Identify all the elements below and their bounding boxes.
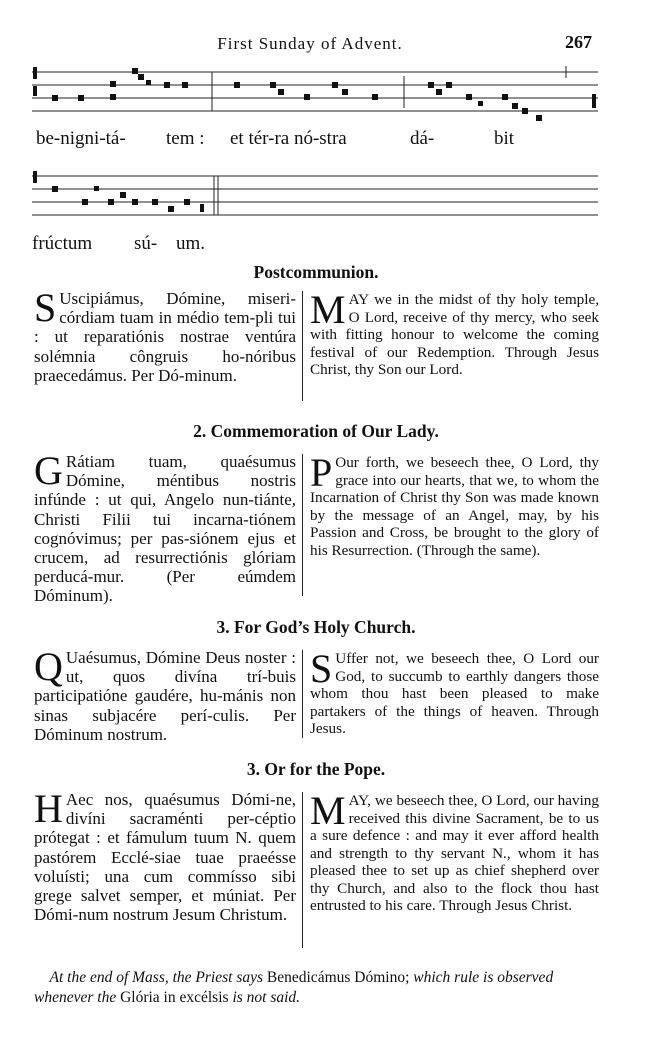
column-divider <box>302 650 303 738</box>
drop-cap: Q <box>34 644 63 689</box>
latin-prayer <box>34 285 296 385</box>
drop-cap: S <box>34 285 57 330</box>
drop-cap: M <box>310 788 346 833</box>
chant-lyric: bit <box>494 128 515 149</box>
page-number: 267 <box>565 32 592 52</box>
latin-prayer <box>34 786 296 925</box>
latin-text: Aec nos, quaésumus Dómi-ne, divíni sacraménti per-céptio prótegat : et fámulum tuum N. quem pastórem Ecclé-siae tuae praeésse voluísti; una cum commísso sibi grege salvet semper, et múniat. Per Dómi-num nostrum Jesum Christum. <box>34 790 296 925</box>
chant-lyric: dá- <box>410 128 435 149</box>
drop-cap: P <box>310 450 333 495</box>
english-prayer <box>310 788 599 915</box>
chant-staff-1 <box>32 58 598 130</box>
drop-cap: G <box>34 448 63 493</box>
section-heading: 3. Or for the Pope. <box>246 759 386 779</box>
chant-lyric: et tér-ra nó-stra <box>230 128 347 149</box>
drop-cap: S <box>310 646 333 691</box>
column-divider <box>302 454 303 596</box>
section-heading: 2. Commemoration of Our Lady. <box>193 421 439 441</box>
latin-text: Uaésumus, Dómine Deus noster : ut, quos divína trí-buis participatióne gaudére, hu-mánis non sinas subjacére perí-culis. Per Dóminum nostrum. <box>34 648 296 744</box>
latin-text: Uscipiámus, Dómine, miseri-córdiam tuam in médio tem-pli tui : ut reparatiónis nostrae ventúra solémnia côngruis ho-nóribus praecedámus. Per Dó-minum. <box>34 289 296 385</box>
english-text: AY, we beseech thee, O Lord, our having received this divine Sacrament, be to us a sure defence : and may it ever afford health and strength to thy servant N., whom it has pleased thee to set up as chief shepherd over thy Church, and also to the flock thou hast entrusted to his care. Through Jesus Christ. <box>310 792 599 914</box>
rubric-latin: Glória in excélsis <box>120 989 229 1006</box>
running-header-title: First Sunday of Advent. <box>217 34 403 53</box>
rubric-text: is not said. <box>232 989 301 1006</box>
drop-cap: M <box>310 287 346 332</box>
chant-staff-2 <box>32 166 598 228</box>
chant-lyric: um. <box>176 233 206 254</box>
column-divider <box>302 291 303 401</box>
rubric-text: which rule is observed whenever the <box>34 969 554 1006</box>
chant-lyric: be-nigni-tá- <box>36 128 126 149</box>
latin-text: Rátiam tuam, quaésumus Dómine, méntibus nostris infúnde : ut qui, Angelo nun-tiánte, Christi Filii tui incarna-tiónem cognóvimus; per pas-siónem ejus et crucem, ad resurrectiónis glóriam perducá-mur. (Per eúmdem Dóminum). <box>34 452 296 606</box>
english-prayer <box>310 450 599 559</box>
section-heading: 3. For God’s Holy Church. <box>216 617 416 637</box>
closing-rubric <box>34 968 600 1008</box>
english-prayer <box>310 646 599 738</box>
chant-lyric: tem : <box>166 128 205 149</box>
english-text: Uffer not, we beseech thee, O Lord our God, to succumb to earthly dangers those whom thou hast been pleased to make partakers of the things of heaven. Through Jesus. <box>310 650 599 737</box>
section-heading: Postcommunion. <box>253 262 379 282</box>
latin-prayer <box>34 644 296 744</box>
chant-lyric: sú- <box>134 233 158 254</box>
rubric-latin: Benedicámus Dómino; <box>266 969 410 986</box>
english-text: AY we in the midst of thy holy temple, O Lord, receive of thy mercy, who seek with fitting honour to welcome the coming festival of our Redemption. Through Jesus Christ, thy Son our Lord. <box>310 291 599 378</box>
english-text: Our forth, we beseech thee, O Lord, thy grace into our hearts, that we, to whom the Incarnation of Christ thy Son was made known by the message of an Angel, may, by his Passion and Cross, be brought to the glory of his Resurrection. (Through the same). <box>310 454 599 559</box>
drop-cap: H <box>34 786 63 831</box>
english-prayer <box>310 287 599 379</box>
column-divider <box>302 792 303 948</box>
chant-lyric: frúctum <box>32 233 93 254</box>
latin-prayer <box>34 448 296 606</box>
rubric-text: At the end of Mass, the Priest says <box>49 969 264 986</box>
